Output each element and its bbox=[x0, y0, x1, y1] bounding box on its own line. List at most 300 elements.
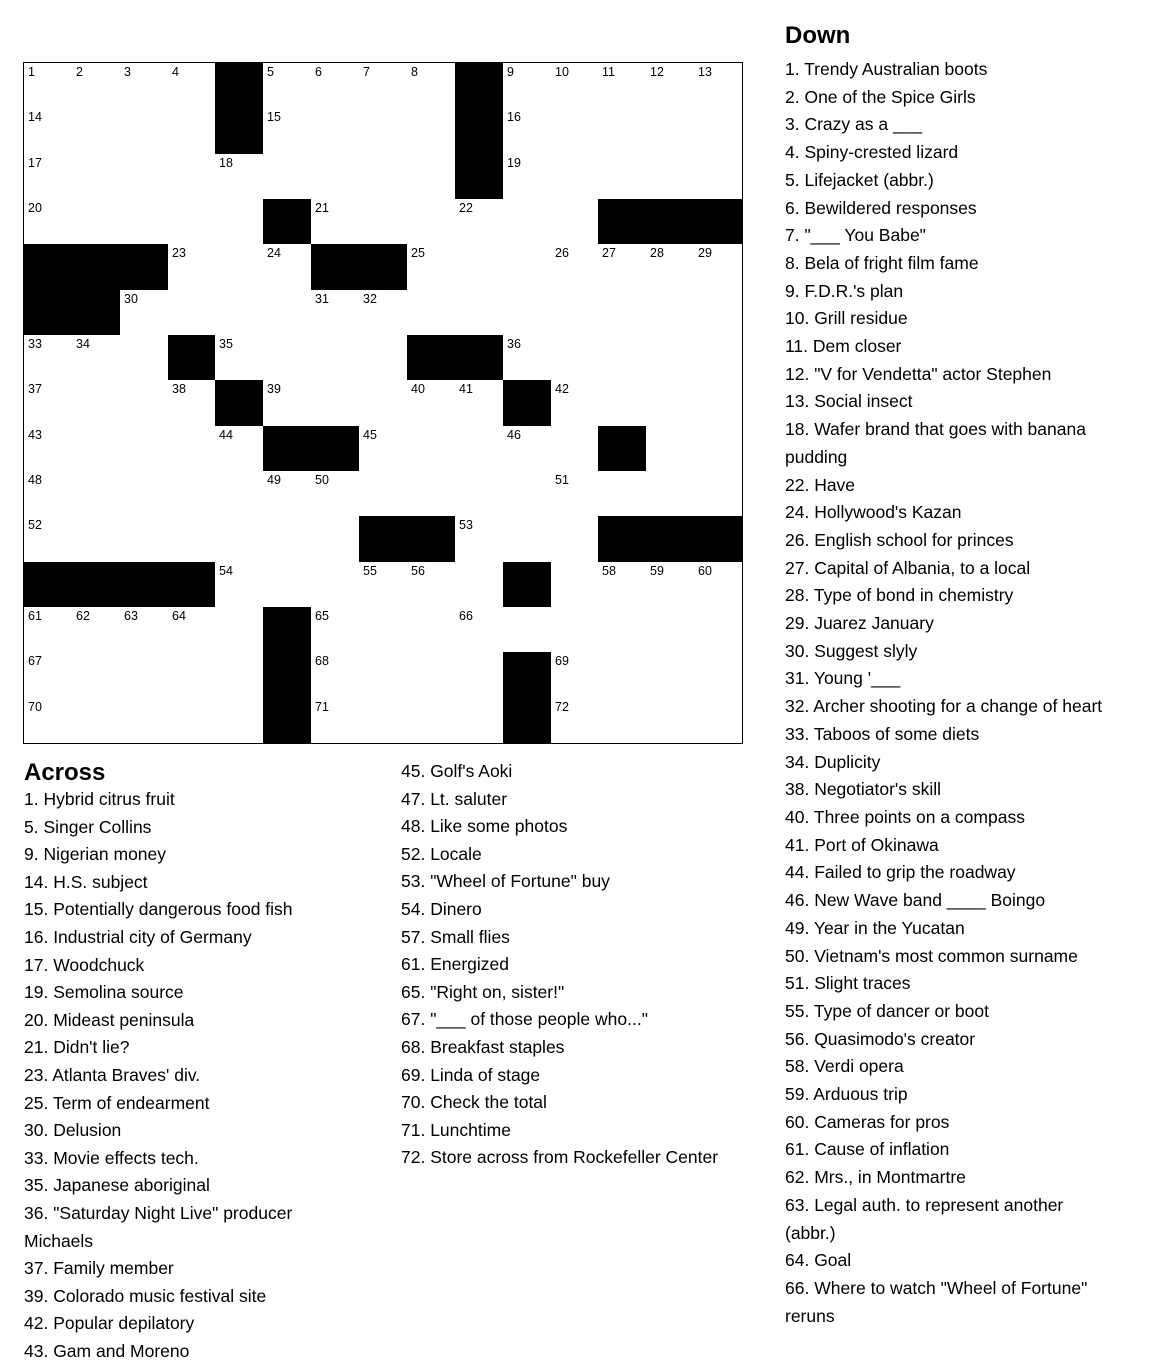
grid-cell[interactable] bbox=[646, 335, 695, 381]
grid-cell[interactable] bbox=[503, 290, 552, 336]
clue: 59. Arduous trip bbox=[785, 1084, 908, 1105]
clue: 62. Mrs., in Montmartre bbox=[785, 1167, 966, 1188]
grid-cell[interactable] bbox=[455, 199, 504, 245]
cell-number: 64 bbox=[172, 609, 186, 623]
grid-cell[interactable] bbox=[503, 244, 552, 291]
grid-cell[interactable] bbox=[168, 63, 216, 109]
grid-block bbox=[263, 199, 312, 245]
grid-cell[interactable] bbox=[72, 698, 121, 743]
clue: 42. Popular depilatory bbox=[24, 1313, 195, 1334]
grid-cell[interactable] bbox=[359, 562, 408, 608]
grid-cell[interactable] bbox=[407, 426, 456, 472]
grid-cell[interactable] bbox=[503, 199, 552, 245]
grid-cell[interactable] bbox=[407, 562, 456, 608]
grid-block bbox=[455, 335, 504, 381]
cell-number: 33 bbox=[28, 337, 42, 351]
grid-cell[interactable] bbox=[24, 199, 73, 245]
cell-number: 42 bbox=[555, 382, 569, 396]
cell-number: 49 bbox=[267, 473, 281, 487]
clue: 5. Lifejacket (abbr.) bbox=[785, 169, 934, 190]
grid-cell[interactable] bbox=[551, 199, 599, 245]
grid-cell[interactable] bbox=[359, 290, 408, 336]
grid-cell[interactable] bbox=[263, 108, 312, 155]
grid-cell[interactable] bbox=[407, 290, 456, 336]
grid-cell[interactable] bbox=[359, 652, 408, 699]
across-heading: Across bbox=[24, 759, 106, 786]
grid-cell[interactable] bbox=[407, 199, 456, 245]
grid-cell[interactable] bbox=[646, 471, 695, 517]
clue: 67. "___ of those people who..." bbox=[401, 1009, 648, 1030]
grid-cell[interactable] bbox=[359, 199, 408, 245]
grid-cell[interactable] bbox=[311, 562, 360, 608]
grid-cell[interactable] bbox=[455, 290, 504, 336]
grid-cell[interactable] bbox=[72, 426, 121, 472]
grid-cell[interactable] bbox=[503, 108, 552, 155]
grid-block bbox=[24, 562, 73, 608]
grid-cell[interactable] bbox=[646, 154, 695, 200]
clue: 47. Lt. saluter bbox=[401, 788, 508, 809]
grid-cell[interactable] bbox=[407, 698, 456, 743]
grid-cell[interactable] bbox=[72, 63, 121, 109]
grid-cell[interactable] bbox=[407, 154, 456, 200]
grid-cell[interactable] bbox=[598, 154, 647, 200]
grid-cell[interactable] bbox=[455, 607, 504, 653]
clue: 60. Cameras for pros bbox=[785, 1111, 950, 1132]
cell-number: 51 bbox=[555, 473, 569, 487]
grid-cell[interactable] bbox=[168, 154, 216, 200]
grid-cell[interactable] bbox=[24, 471, 73, 517]
grid-cell[interactable] bbox=[503, 154, 552, 200]
grid-cell[interactable] bbox=[72, 335, 121, 381]
cell-number: 8 bbox=[411, 65, 418, 79]
grid-cell[interactable] bbox=[694, 335, 742, 381]
grid-cell[interactable] bbox=[215, 199, 264, 245]
grid-block bbox=[407, 516, 456, 563]
clue: 72. Store across from Rockefeller Center bbox=[401, 1147, 719, 1168]
cell-number: 32 bbox=[363, 292, 377, 306]
grid-cell[interactable] bbox=[168, 108, 216, 155]
clue: 39. Colorado music festival site bbox=[24, 1285, 267, 1306]
clue: 34. Duplicity bbox=[785, 751, 881, 772]
grid-cell[interactable] bbox=[359, 335, 408, 381]
grid-cell[interactable] bbox=[455, 244, 504, 291]
clue: 56. Quasimodo's creator bbox=[785, 1028, 976, 1049]
grid-cell[interactable] bbox=[694, 290, 742, 336]
grid-cell[interactable] bbox=[168, 516, 216, 563]
grid-cell[interactable] bbox=[694, 154, 742, 200]
cell-number: 4 bbox=[172, 65, 179, 79]
grid-block bbox=[24, 290, 73, 336]
cell-number: 29 bbox=[698, 246, 712, 260]
grid-cell[interactable] bbox=[551, 154, 599, 200]
grid-cell[interactable] bbox=[694, 244, 742, 291]
grid-cell[interactable] bbox=[551, 244, 599, 291]
cell-number: 22 bbox=[459, 201, 473, 215]
cell-number: 30 bbox=[124, 292, 138, 306]
grid-cell[interactable] bbox=[263, 290, 312, 336]
clue: (abbr.) bbox=[785, 1222, 836, 1243]
cell-number: 50 bbox=[315, 473, 329, 487]
grid-cell[interactable] bbox=[263, 154, 312, 200]
cell-number: 63 bbox=[124, 609, 138, 623]
clue: 64. Goal bbox=[785, 1250, 852, 1271]
clue: 30. Suggest slyly bbox=[785, 640, 918, 661]
grid-cell[interactable] bbox=[551, 380, 599, 427]
grid-cell[interactable] bbox=[646, 63, 695, 109]
grid-cell[interactable] bbox=[503, 335, 552, 381]
grid-cell[interactable] bbox=[455, 516, 504, 563]
grid-cell[interactable] bbox=[359, 607, 408, 653]
grid-cell[interactable] bbox=[168, 199, 216, 245]
grid-cell[interactable] bbox=[646, 607, 695, 653]
clue: 51. Slight traces bbox=[785, 973, 911, 994]
grid-cell[interactable] bbox=[120, 426, 169, 472]
grid-cell[interactable] bbox=[72, 154, 121, 200]
grid-cell[interactable] bbox=[215, 426, 264, 472]
clue: 27. Capital of Albania, to a local bbox=[785, 557, 1031, 578]
grid-block bbox=[455, 63, 504, 109]
cell-number: 14 bbox=[28, 110, 42, 124]
grid-cell[interactable] bbox=[503, 426, 552, 472]
grid-cell[interactable] bbox=[551, 607, 599, 653]
grid-cell[interactable] bbox=[263, 562, 312, 608]
grid-cell[interactable] bbox=[168, 471, 216, 517]
grid-cell[interactable] bbox=[551, 471, 599, 517]
grid-cell[interactable] bbox=[72, 516, 121, 563]
grid-cell[interactable] bbox=[694, 698, 742, 743]
grid-cell[interactable] bbox=[407, 380, 456, 427]
grid-cell[interactable] bbox=[551, 698, 599, 743]
grid-block bbox=[120, 244, 169, 291]
clue: 3. Crazy as a ___ bbox=[785, 114, 923, 135]
across-clue-list-1 bbox=[24, 786, 384, 1365]
grid-cell[interactable] bbox=[24, 380, 73, 427]
grid-cell[interactable] bbox=[407, 607, 456, 653]
grid-cell[interactable] bbox=[168, 607, 216, 653]
grid-cell[interactable] bbox=[455, 471, 504, 517]
clue: 23. Atlanta Braves' div. bbox=[24, 1064, 201, 1085]
grid-cell[interactable] bbox=[359, 380, 408, 427]
grid-cell[interactable] bbox=[120, 607, 169, 653]
grid-cell[interactable] bbox=[646, 562, 695, 608]
cell-number: 20 bbox=[28, 201, 42, 215]
grid-cell[interactable] bbox=[120, 380, 169, 427]
grid-cell[interactable] bbox=[311, 607, 360, 653]
grid-cell[interactable] bbox=[263, 516, 312, 563]
grid-cell[interactable] bbox=[263, 244, 312, 291]
grid-cell[interactable] bbox=[646, 244, 695, 291]
grid-cell[interactable] bbox=[311, 652, 360, 699]
clue: Michaels bbox=[24, 1230, 94, 1251]
cell-number: 19 bbox=[507, 156, 521, 170]
grid-cell[interactable] bbox=[168, 244, 216, 291]
grid-cell[interactable] bbox=[168, 652, 216, 699]
cell-number: 48 bbox=[28, 473, 42, 487]
grid-cell[interactable] bbox=[72, 199, 121, 245]
grid-cell[interactable] bbox=[407, 244, 456, 291]
grid-cell[interactable] bbox=[120, 290, 169, 336]
grid-block bbox=[694, 516, 742, 563]
clue: 14. H.S. subject bbox=[24, 871, 148, 892]
grid-cell[interactable] bbox=[72, 652, 121, 699]
grid-block bbox=[503, 652, 552, 699]
cell-number: 72 bbox=[555, 700, 569, 714]
grid-cell[interactable] bbox=[311, 199, 360, 245]
grid-cell[interactable] bbox=[120, 335, 169, 381]
grid-block bbox=[72, 244, 121, 291]
grid-cell[interactable] bbox=[24, 154, 73, 200]
cell-number: 16 bbox=[507, 110, 521, 124]
grid-cell[interactable] bbox=[168, 698, 216, 743]
grid-cell[interactable] bbox=[120, 108, 169, 155]
clue: 33. Taboos of some diets bbox=[785, 723, 980, 744]
cell-number: 25 bbox=[411, 246, 425, 260]
grid-block bbox=[455, 154, 504, 200]
grid-cell[interactable] bbox=[551, 290, 599, 336]
cell-number: 71 bbox=[315, 700, 329, 714]
grid-cell[interactable] bbox=[646, 652, 695, 699]
grid-cell[interactable] bbox=[215, 562, 264, 608]
grid-cell[interactable] bbox=[263, 471, 312, 517]
clue: 6. Bewildered responses bbox=[785, 197, 977, 218]
grid-cell[interactable] bbox=[24, 108, 73, 155]
grid-cell[interactable] bbox=[311, 380, 360, 427]
clue: 16. Industrial city of Germany bbox=[24, 926, 252, 947]
cell-number: 44 bbox=[219, 428, 233, 442]
clue: 54. Dinero bbox=[401, 898, 482, 919]
cell-number: 11 bbox=[602, 65, 615, 79]
grid-cell[interactable] bbox=[646, 380, 695, 427]
grid-cell[interactable] bbox=[551, 562, 599, 608]
cell-number: 55 bbox=[363, 564, 377, 578]
cell-number: 18 bbox=[219, 156, 233, 170]
grid-cell[interactable] bbox=[598, 290, 647, 336]
grid-cell[interactable] bbox=[215, 471, 264, 517]
cell-number: 41 bbox=[459, 382, 473, 396]
grid-block bbox=[263, 652, 312, 699]
clue: 1. Trendy Australian boots bbox=[785, 59, 988, 79]
grid-cell[interactable] bbox=[359, 471, 408, 517]
cell-number: 45 bbox=[363, 428, 377, 442]
grid-cell[interactable] bbox=[359, 154, 408, 200]
clue: 32. Archer shooting for a change of heart bbox=[785, 696, 1103, 717]
grid-cell[interactable] bbox=[120, 471, 169, 517]
grid-cell[interactable] bbox=[694, 426, 742, 472]
grid-cell[interactable] bbox=[311, 335, 360, 381]
grid-cell[interactable] bbox=[598, 335, 647, 381]
grid-cell[interactable] bbox=[311, 63, 360, 109]
grid-cell[interactable] bbox=[455, 698, 504, 743]
grid-cell[interactable] bbox=[646, 108, 695, 155]
cell-number: 5 bbox=[267, 65, 274, 79]
grid-cell[interactable] bbox=[551, 108, 599, 155]
grid-cell[interactable] bbox=[72, 108, 121, 155]
clue: 28. Type of bond in chemistry bbox=[785, 585, 1014, 606]
grid-cell[interactable] bbox=[455, 562, 504, 608]
grid-cell[interactable] bbox=[215, 652, 264, 699]
grid-cell[interactable] bbox=[455, 380, 504, 427]
grid-cell[interactable] bbox=[407, 63, 456, 109]
grid-cell[interactable] bbox=[407, 471, 456, 517]
grid-cell[interactable] bbox=[407, 108, 456, 155]
grid-cell[interactable] bbox=[694, 380, 742, 427]
grid-cell[interactable] bbox=[503, 471, 552, 517]
clue: 40. Three points on a compass bbox=[785, 806, 1025, 827]
grid-cell[interactable] bbox=[311, 108, 360, 155]
grid-block bbox=[311, 426, 360, 472]
down-clue-list bbox=[785, 56, 1145, 1330]
grid-cell[interactable] bbox=[168, 426, 216, 472]
grid-cell[interactable] bbox=[24, 607, 73, 653]
grid-cell[interactable] bbox=[598, 652, 647, 699]
grid-cell[interactable] bbox=[215, 607, 264, 653]
grid-cell[interactable] bbox=[311, 471, 360, 517]
grid-block bbox=[646, 199, 695, 245]
grid-cell[interactable] bbox=[694, 63, 742, 109]
grid-cell[interactable] bbox=[215, 290, 264, 336]
cell-number: 69 bbox=[555, 654, 569, 668]
grid-cell[interactable] bbox=[407, 652, 456, 699]
grid-cell[interactable] bbox=[120, 652, 169, 699]
grid-block bbox=[24, 244, 73, 291]
cell-number: 3 bbox=[124, 65, 131, 79]
grid-cell[interactable] bbox=[215, 335, 264, 381]
clue: 66. Where to watch "Wheel of Fortune" bbox=[785, 1277, 1088, 1298]
grid-cell[interactable] bbox=[551, 652, 599, 699]
cell-number: 43 bbox=[28, 428, 42, 442]
grid-cell[interactable] bbox=[120, 199, 169, 245]
grid-block bbox=[168, 562, 216, 608]
grid-cell[interactable] bbox=[24, 516, 73, 563]
grid-block bbox=[72, 290, 121, 336]
grid-block bbox=[120, 562, 169, 608]
cell-number: 37 bbox=[28, 382, 42, 396]
grid-cell[interactable] bbox=[503, 607, 552, 653]
grid-cell[interactable] bbox=[694, 471, 742, 517]
clue: 1. Hybrid citrus fruit bbox=[24, 789, 175, 809]
grid-cell[interactable] bbox=[120, 698, 169, 743]
grid-cell[interactable] bbox=[24, 698, 73, 743]
grid-cell[interactable] bbox=[646, 426, 695, 472]
grid-cell[interactable] bbox=[646, 290, 695, 336]
grid-cell[interactable] bbox=[215, 516, 264, 563]
grid-block bbox=[311, 244, 360, 291]
clue: 12. "V for Vendetta" actor Stephen bbox=[785, 363, 1052, 384]
grid-cell[interactable] bbox=[120, 516, 169, 563]
clue: 45. Golf's Aoki bbox=[401, 761, 513, 781]
grid-cell[interactable] bbox=[694, 607, 742, 653]
grid-cell[interactable] bbox=[263, 63, 312, 109]
grid-cell[interactable] bbox=[551, 335, 599, 381]
grid-cell[interactable] bbox=[311, 290, 360, 336]
clue: 30. Delusion bbox=[24, 1120, 122, 1141]
grid-cell[interactable] bbox=[598, 63, 647, 109]
cell-number: 68 bbox=[315, 654, 329, 668]
grid-cell[interactable] bbox=[598, 471, 647, 517]
clue: 18. Wafer brand that goes with banana bbox=[785, 419, 1086, 440]
cell-number: 10 bbox=[555, 65, 569, 79]
grid-cell[interactable] bbox=[694, 108, 742, 155]
clue: 9. F.D.R.'s plan bbox=[785, 280, 904, 301]
grid-cell[interactable] bbox=[263, 335, 312, 381]
cell-number: 17 bbox=[28, 156, 42, 170]
grid-cell[interactable] bbox=[24, 652, 73, 699]
cell-number: 46 bbox=[507, 428, 521, 442]
grid-cell[interactable] bbox=[598, 698, 647, 743]
clue: 37. Family member bbox=[24, 1258, 174, 1279]
clue: 33. Movie effects tech. bbox=[24, 1147, 199, 1168]
cell-number: 61 bbox=[28, 609, 42, 623]
grid-cell[interactable] bbox=[311, 516, 360, 563]
cell-number: 58 bbox=[602, 564, 616, 578]
grid-cell[interactable] bbox=[215, 154, 264, 200]
clue: 55. Type of dancer or boot bbox=[785, 1000, 989, 1021]
grid-cell[interactable] bbox=[455, 652, 504, 699]
grid-cell[interactable] bbox=[503, 516, 552, 563]
cell-number: 53 bbox=[459, 518, 473, 532]
grid-cell[interactable] bbox=[120, 63, 169, 109]
grid-block bbox=[503, 380, 552, 427]
grid-cell[interactable] bbox=[168, 290, 216, 336]
grid-cell[interactable] bbox=[455, 426, 504, 472]
clue: 15. Potentially dangerous food fish bbox=[24, 899, 293, 920]
grid-cell[interactable] bbox=[72, 471, 121, 517]
grid-cell[interactable] bbox=[263, 380, 312, 427]
grid-cell[interactable] bbox=[359, 426, 408, 472]
grid-cell[interactable] bbox=[598, 562, 647, 608]
grid-cell[interactable] bbox=[311, 154, 360, 200]
grid-cell[interactable] bbox=[551, 63, 599, 109]
clue: 61. Energized bbox=[401, 954, 509, 975]
cell-number: 54 bbox=[219, 564, 233, 578]
grid-cell[interactable] bbox=[24, 426, 73, 472]
cell-number: 12 bbox=[650, 65, 664, 79]
grid-cell[interactable] bbox=[359, 108, 408, 155]
cell-number: 27 bbox=[602, 246, 616, 260]
grid-cell[interactable] bbox=[551, 516, 599, 563]
grid-cell[interactable] bbox=[598, 380, 647, 427]
clue: 43. Gam and Moreno bbox=[24, 1340, 190, 1361]
grid-cell[interactable] bbox=[311, 698, 360, 743]
grid-cell[interactable] bbox=[503, 63, 552, 109]
grid-cell[interactable] bbox=[24, 335, 73, 381]
cell-number: 59 bbox=[650, 564, 664, 578]
grid-cell[interactable] bbox=[646, 698, 695, 743]
clue: 20. Mideast peninsula bbox=[24, 1009, 195, 1030]
grid-cell[interactable] bbox=[694, 562, 742, 608]
grid-block bbox=[263, 426, 312, 472]
clue: 52. Locale bbox=[401, 843, 482, 864]
grid-cell[interactable] bbox=[168, 380, 216, 427]
grid-cell[interactable] bbox=[598, 244, 647, 291]
cell-number: 23 bbox=[172, 246, 186, 260]
clue: 71. Lunchtime bbox=[401, 1119, 511, 1140]
grid-cell[interactable] bbox=[215, 244, 264, 291]
grid-cell[interactable] bbox=[215, 698, 264, 743]
grid-block bbox=[455, 108, 504, 155]
grid-cell[interactable] bbox=[359, 698, 408, 743]
grid-cell[interactable] bbox=[72, 380, 121, 427]
grid-cell[interactable] bbox=[694, 652, 742, 699]
grid-cell[interactable] bbox=[72, 607, 121, 653]
grid-cell[interactable] bbox=[24, 63, 73, 109]
grid-cell[interactable] bbox=[359, 63, 408, 109]
grid-cell[interactable] bbox=[551, 426, 599, 472]
grid-cell[interactable] bbox=[120, 154, 169, 200]
cell-number: 52 bbox=[28, 518, 42, 532]
grid-cell[interactable] bbox=[598, 108, 647, 155]
grid-cell[interactable] bbox=[598, 607, 647, 653]
